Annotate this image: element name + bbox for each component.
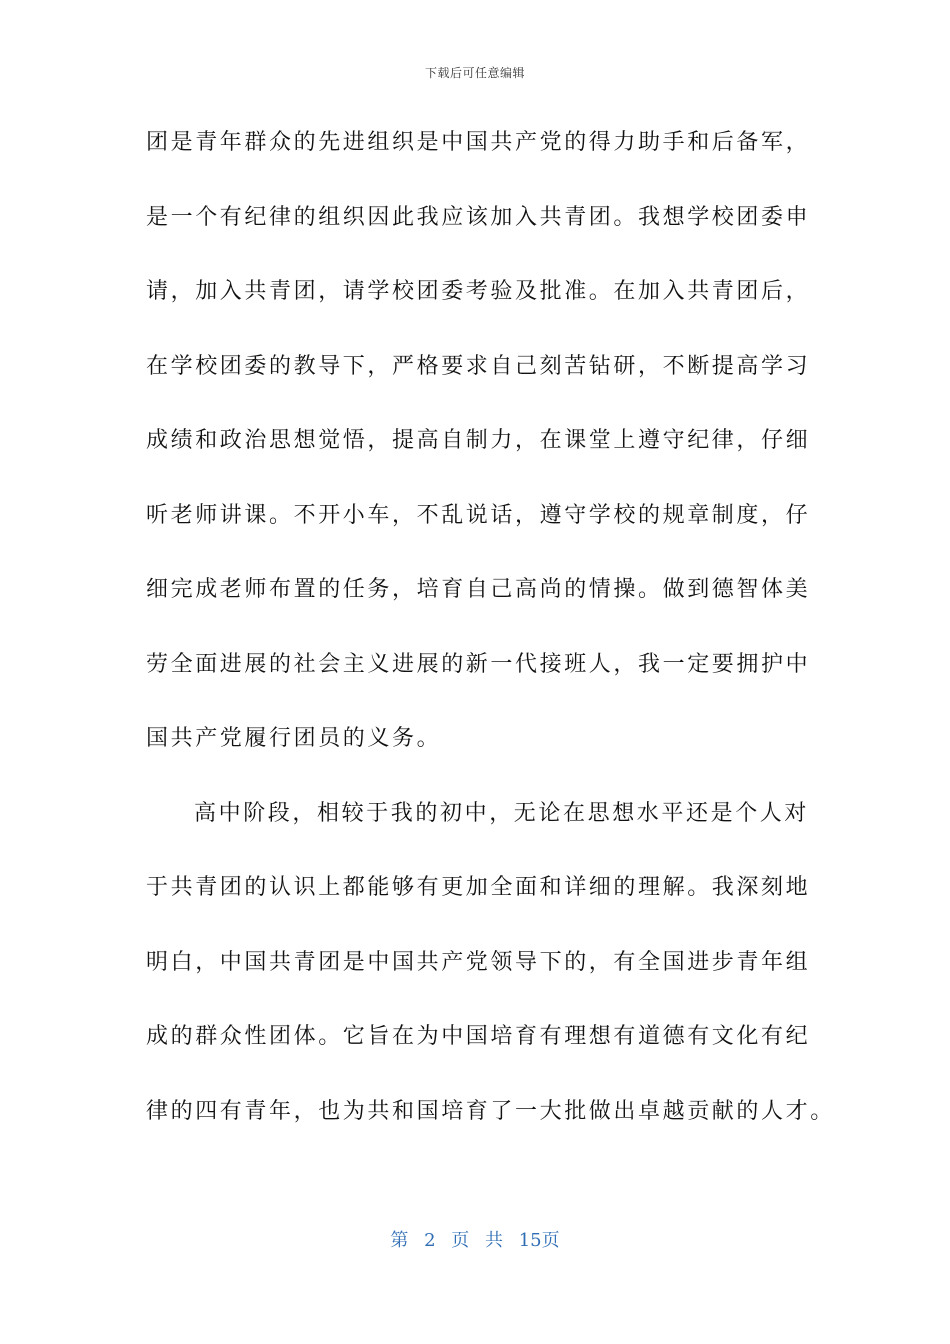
body-line: 成的群众性团体。它旨在为中国培育有理想有道德有文化有纪: [146, 1024, 811, 1049]
body-line: 律的四有青年，也为共和国培育了一大批做出卓越贡献的人才。: [146, 1098, 835, 1124]
page-number-footer: 第 2 页 共 15页: [390, 1230, 560, 1251]
body-line: 请，加入共青团，请学校团委考验及批准。在加入共青团后，: [146, 279, 811, 304]
document-body: [146, 118, 835, 1161]
body-line: 成绩和政治思想觉悟，提高自制力，在课堂上遵守纪律，仔细: [146, 428, 811, 453]
body-line: 明白，中国共青团是中国共产党领导下的，有全国进步青年组: [146, 949, 811, 975]
body-line: 劳全面进展的社会主义进展的新一代接班人，我一定要拥护中: [146, 651, 811, 677]
page-header: 下载后可任意编辑: [424, 66, 525, 80]
body-line: 是一个有纪律的组织因此我应该加入共青团。我想学校团委申: [146, 204, 811, 230]
body-line: 在学校团委的教导下，严格要求自己刻苦钻研，不断提高学习: [146, 353, 811, 379]
body-line: 团是青年群众的先进组织是中国共产党的得力助手和后备军，: [146, 130, 811, 155]
body-line: 听老师讲课。不开小车，不乱说话，遵守学校的规章制度，仔: [146, 502, 811, 528]
paragraph-start-line: 高中阶段，相较于我的初中，无论在思想水平还是个人对: [194, 800, 810, 826]
body-line: 细完成老师布置的任务，培育自己高尚的情操。做到德智体美: [146, 577, 811, 602]
body-line: 国共产党履行团员的义务。: [146, 726, 442, 751]
body-line: 于共青团的认识上都能够有更加全面和详细的理解。我深刻地: [146, 875, 811, 900]
